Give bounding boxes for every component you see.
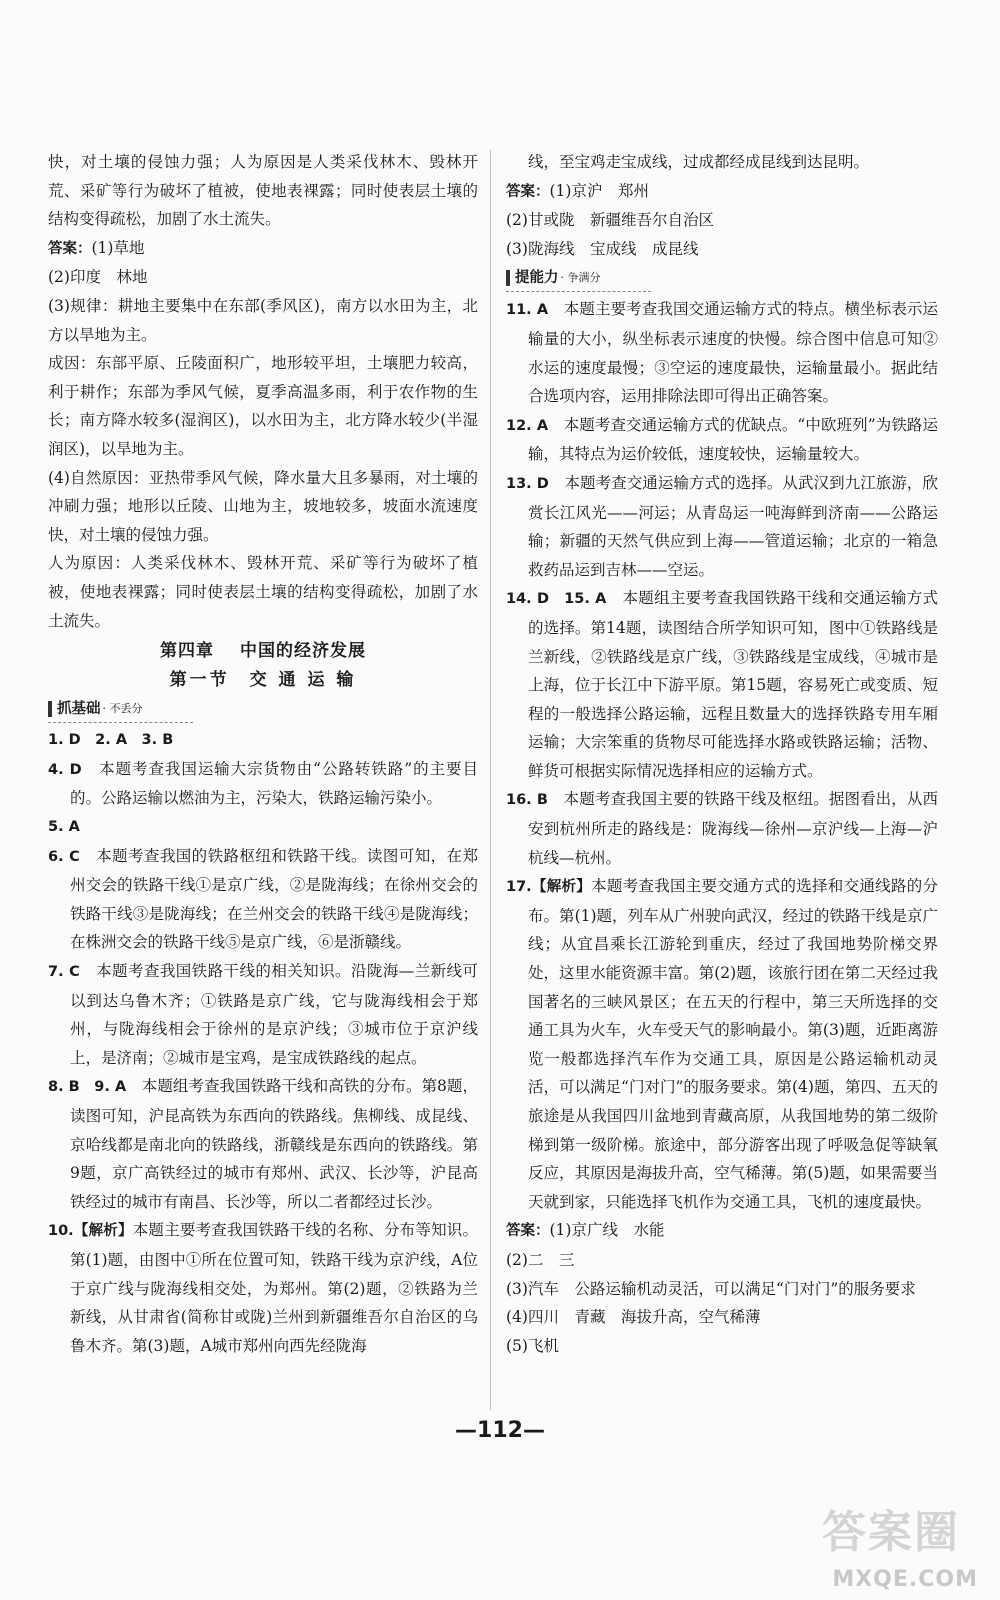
answer-line: (3)陇海线 宝成线 成昆线: [506, 239, 699, 258]
answer-label: 答案：: [506, 1223, 550, 1240]
paragraph: 线，至宝鸡走宝成线，过成都经成昆线到达昆明。: [528, 153, 870, 171]
question-number: 10.: [48, 1223, 74, 1240]
answer-line: (3)规律：耕地主要集中在东部(季风区)，南方以水田为主，北方以旱地为主。: [48, 296, 478, 344]
tag-sublabel: · 争满分: [560, 271, 601, 285]
tag-bar-icon: [506, 270, 510, 286]
section-heading: 第一节 交 通 运 输: [169, 669, 357, 690]
question-number: 7. C: [48, 964, 80, 981]
paragraph: 快，对土壤的侵蚀力强；人为原因是人类采伐林木、毁林开荒、采矿等行为破坏了植被，使地表裸露；同时使表层土壤的结构变得疏松，加剧了水土流失。: [48, 153, 478, 229]
question-item: [506, 469, 938, 584]
section-tag: [506, 265, 651, 292]
watermark-logo: 答案圈: [822, 1507, 960, 1558]
question-answers: 5. A: [48, 819, 80, 836]
question-text: 本题考查我国主要的铁路干线及枢纽。据图看出，从西安到杭州所走的路线是：陇海线—徐州—京沪线—上海—沪杭线—杭州。: [528, 790, 938, 867]
question-number: 17.: [506, 879, 532, 896]
answer-label: 答案：: [506, 183, 550, 200]
question-text: 本题主要考查我国铁路干线的名称、分布等知识。第(1)题，由图中①所在位置可知，铁路干线为京沪线，A位于京广线与陇海线相交处，为郑州。第(2)题，②铁路为兰新线，从甘肃省(简称甘或陇)兰州到新疆维吾尔自治区的乌鲁木齐。第(3)题，A城市郑州向西先经陇海: [70, 1221, 478, 1355]
question-answers: 1. D 2. A 3. B: [48, 732, 174, 749]
question-text: 本题考查交通运输方式的优缺点。“中欧班列”为铁路运输，其特点为运价较低，速度较快，运输量较大。: [528, 415, 938, 464]
answer-line: 人为原因：人类采伐林木、毁林开荒、采矿等行为破坏了植被，使地表裸露；同时使表层土壤的结构变得疏松，加剧了水土流失。: [48, 554, 478, 630]
chapter-number: 第四章: [160, 641, 214, 662]
question-text: 本题考查我国铁路干线的相关知识。沿陇海—兰新线可以到达乌鲁木齐；①铁路是京广线，它与陇海线相会于郑州，与陇海线相会于徐州的是京沪线；③城市位于京沪线上，是济南；②城市是宝鸡，是宝成铁路线的起点。: [70, 962, 478, 1067]
answer-line: (2)印度 林地: [48, 268, 148, 287]
question-number: 8. B 9. A: [48, 1079, 127, 1096]
question-item: [506, 785, 938, 872]
answer-line: [506, 1216, 938, 1246]
question-number: 6. C: [48, 848, 80, 865]
tag-bar-icon: [48, 701, 52, 717]
chapter-heading: [48, 637, 478, 666]
question-item: [506, 411, 938, 469]
question-item: [48, 755, 478, 813]
answer-line: (2)甘或陇 新疆维吾尔自治区: [506, 211, 714, 230]
answer-line: [48, 234, 478, 264]
analysis-tag: 【解析】: [73, 1223, 133, 1240]
question-item: [506, 872, 938, 1216]
question-item: [48, 842, 478, 957]
question-item: [506, 584, 938, 785]
question-text: 本题组主要考查我国铁路干线和交通运输方式的选择。第14题，读图结合所学知识可知，图中①铁路线是兰新线，②铁路线是京广线，③铁路线是宝成线，④城市是上海，位于长江中下游平原。第15题，容易死亡或变质、短程的一般选择公路运输，远程且数量大的选择铁路专用车厢运输；大宗笨重的货物尽可能选择水路或铁路运输；活物、鲜货可根据实际情况选择相应的运输方式。: [528, 589, 938, 780]
question-number: 4. D: [48, 761, 82, 778]
answer-line: [506, 177, 938, 207]
question-number: 14. D 15. A: [506, 591, 607, 608]
chapter-title: 中国的经济发展: [240, 641, 366, 662]
question-text: 本题考查我国运输大宗货物由“公路转铁路”的主要目的。公路运输以燃油为主，污染大，铁路运输污染小。: [70, 759, 478, 808]
answer-text: (1)京广线 水能: [549, 1221, 665, 1240]
tag-label: 抓基础: [57, 700, 101, 717]
answer-line: 成因：东部平原、丘陵面积广，地形较平坦，土壤肥力较高，利于耕作；东部为季风气候，夏季高温多雨，利于农作物的生长；南方降水较多(湿润区)，以水田为主，北方降水较少(半湿润区)，以旱地为主。: [48, 354, 478, 458]
answer-line: (2)二 三: [506, 1250, 575, 1269]
question-text: 本题主要考查我国交通运输方式的特点。横坐标表示运输量的大小，纵坐标表示速度的快慢。综合图中信息可知②水运的速度最慢；③空运的速度最快，运输量最小。据此结合选项内容，运用排除法即可得出正确答案。: [528, 300, 938, 406]
question-item: [506, 295, 938, 410]
tag-sublabel: · 不丢分: [102, 701, 143, 715]
answer-text: (1)草地: [91, 238, 145, 257]
question-number: 11. A: [506, 302, 549, 319]
section-tag: [48, 696, 193, 723]
analysis-tag: 【解析】: [531, 879, 592, 896]
left-column: [48, 148, 478, 1360]
answer-line: (4)四川 青藏 海拔升高，空气稀薄: [506, 1308, 761, 1327]
answer-line: (5)飞机: [506, 1336, 559, 1355]
question-text: 本题组考查我国铁路干线和高铁的分布。第8题，读图可知，沪昆高铁为东西向的铁路线。焦柳线、成昆线、京哈线都是南北向的铁路线，浙赣线是东西向的铁路线。第9题，京广高铁经过的城市有郑州、武汉、长沙等，沪昆高铁经过的城市有南昌、长沙等，所以二者都经过长沙。: [70, 1077, 478, 1211]
tag-label: 提能力: [515, 270, 559, 287]
question-text: 本题考查我国主要交通方式的选择和交通线路的分布。第(1)题，列车从广州驶向武汉，经过的铁路干线是京广线；从宜昌乘长江游轮到重庆，经过了我国地势阶梯交界处，这里水能资源丰富。第(2)题，该旅行团在第二天经过我国著名的三峡风景区；在五天的行程中，第三天所选择的交通工具为火车，火车受天气的影响最小。第(3)题，近距离游览一般都选择汽车作为交通工具，原因是公路运输机动灵活，可以满足“门对门”的服务要求。第(4)题，第四、五天的旅途是从我国四川盆地到青藏高原，从我国地势的第二级阶梯到第一级阶梯。旅途中，部分游客出现了呼吸急促等缺氧反应，其原因是海拔升高，空气稀薄。第(5)题，如果需要当天就到家，只能选择飞机作为交通工具，飞机的速度最快。: [528, 877, 938, 1211]
answer-text: (1)京沪 郑州: [549, 181, 649, 200]
question-number: 12. A: [506, 417, 549, 434]
column-divider: [490, 150, 491, 1410]
answer-label: 答案：: [48, 240, 92, 257]
right-column: [506, 148, 938, 1360]
question-item: [48, 957, 478, 1072]
question-number: 16. B: [506, 792, 548, 809]
answer-line: (4)自然原因：亚热带季风气候，降水量大且多暴雨，对土壤的冲刷力强；地形以丘陵、山地为主，坡地较多，坡面水流速度快，对土壤的侵蚀力强。: [48, 468, 478, 544]
page-number: —112—: [455, 1418, 545, 1443]
watermark-url: MXQE.COM: [832, 1567, 978, 1592]
question-number: 13. D: [506, 475, 549, 492]
question-item: [48, 1216, 478, 1360]
question-text: 本题考查我国的铁路枢纽和铁路干线。读图可知，在郑州交会的铁路干线①是京广线，②是陇海线；在徐州交会的铁路干线③是陇海线；在兰州交会的铁路干线④是陇海线；在株洲交会的铁路干线⑤是京广线，⑥是浙赣线。: [70, 846, 478, 952]
question-text: 本题考查交通运输方式的选择。从武汉到九江旅游，欣赏长江风光——河运；从青岛运一吨海鲜到济南——公路运输；新疆的天然气供应到上海——管道运输；北京的一箱急救药品运到吉林——空运。: [528, 473, 938, 579]
question-item: [48, 1072, 478, 1216]
answer-line: (3)汽车 公路运输机动灵活，可以满足“门对门”的服务要求: [506, 1279, 916, 1298]
